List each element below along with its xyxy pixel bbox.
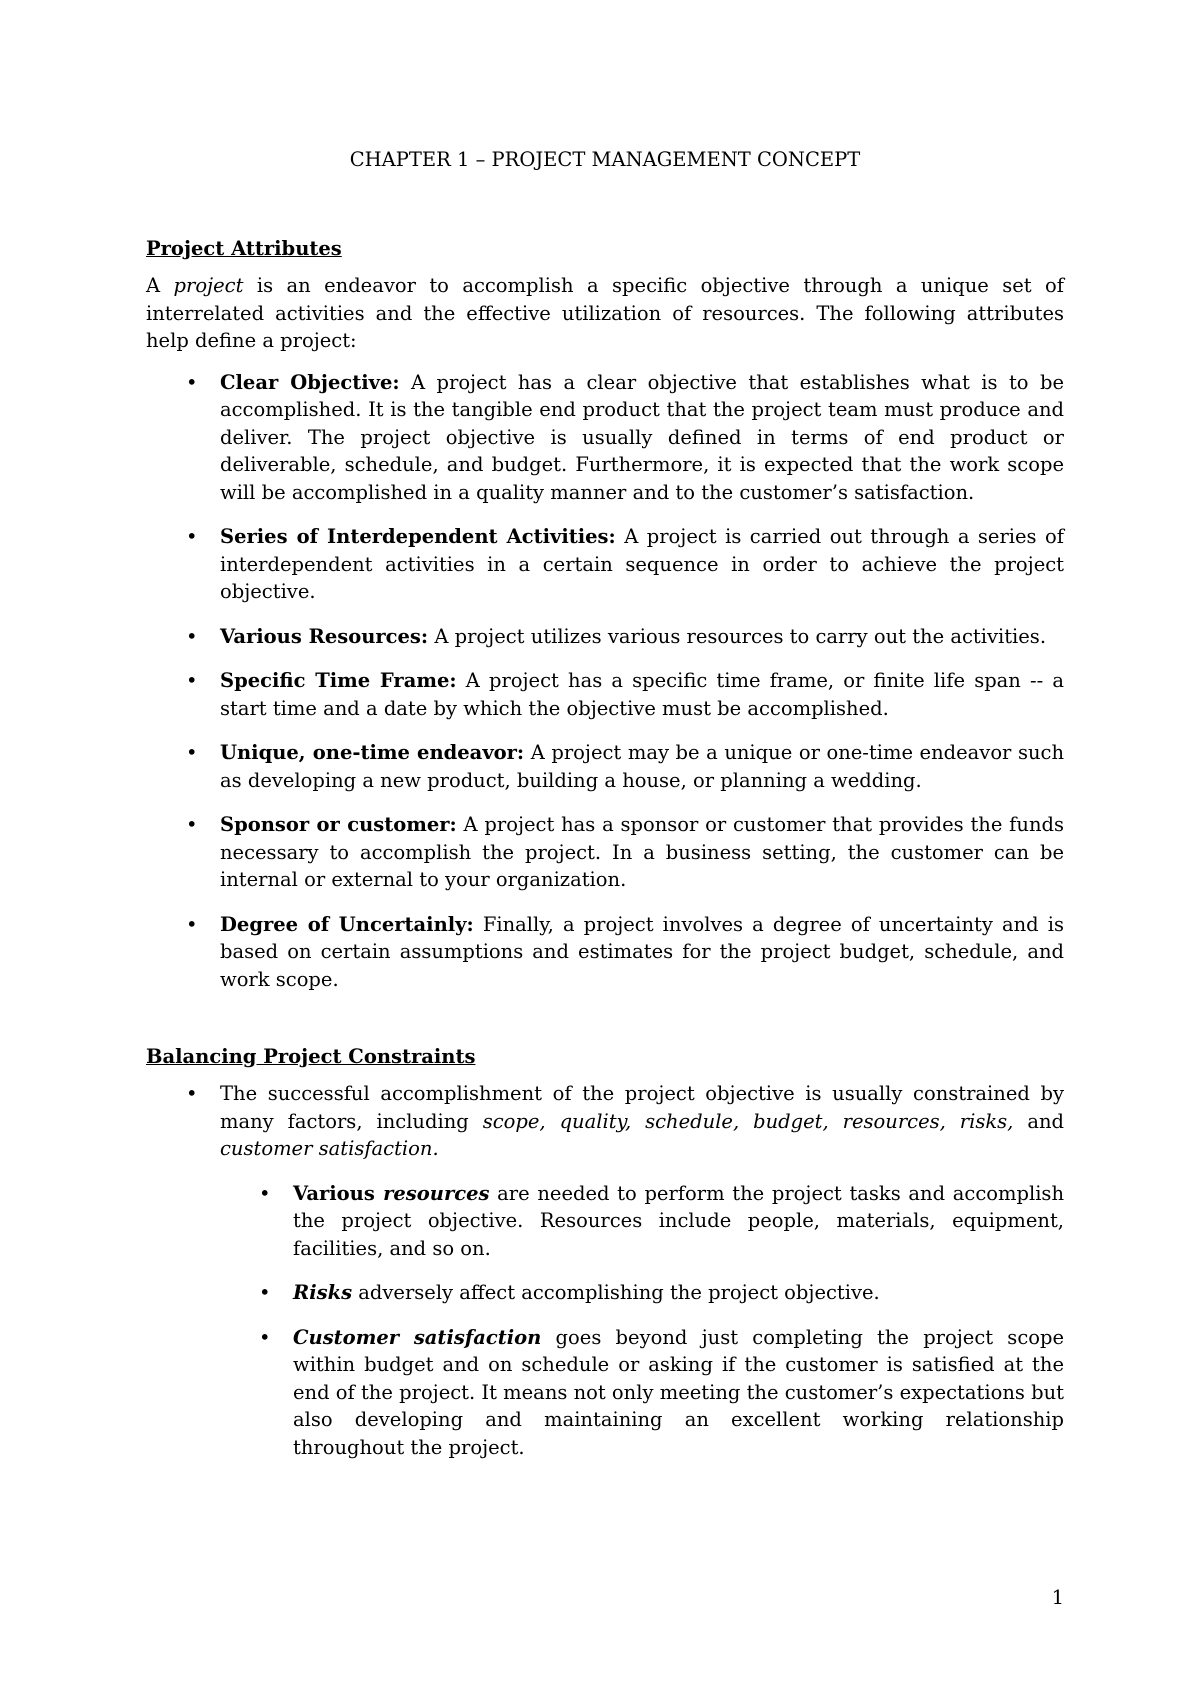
attribute-text: A project utilizes various resources to carry out the activities. xyxy=(428,624,1047,648)
list-item xyxy=(146,811,1064,894)
list-item xyxy=(146,1080,1064,1461)
constraints-text-mid: and xyxy=(1013,1109,1064,1133)
constraints-emphasis: scope, quality, schedule, budget, resources, risks, xyxy=(482,1109,1014,1133)
list-item xyxy=(146,739,1064,794)
attribute-label: Degree of Uncertainly: xyxy=(220,912,474,936)
subpoint-bold: Various xyxy=(293,1181,384,1205)
attribute-label: Specific Time Frame: xyxy=(220,669,457,692)
list-item xyxy=(146,369,1064,507)
list-item xyxy=(220,1324,1064,1462)
attribute-text: A project has a sponsor or customer that provides the funds necessary to accomplish the project. In a business setting, the customer can be internal or external to your organization. xyxy=(220,813,1065,891)
attribute-text: A project has a specific time frame, or finite life span -- a start time and a date by which the objective must be accomplished. xyxy=(220,669,1064,720)
constraints-text-start: The successful accomplishment of the project objective is usually constrained by many factors, including xyxy=(220,1082,1064,1133)
section-heading-project-attributes: Project Attributes xyxy=(146,237,342,260)
attribute-label: Sponsor or customer: xyxy=(220,813,457,836)
subpoint-term: Customer satisfaction xyxy=(293,1325,542,1349)
list-item xyxy=(146,523,1064,606)
list-item xyxy=(220,1180,1064,1263)
constraints-sublist xyxy=(220,1180,1064,1462)
subpoint-text: adversely affect accomplishing the project objective. xyxy=(352,1281,880,1304)
attribute-label: Series of Interdependent Activities: xyxy=(220,525,616,548)
attribute-label: Unique, one-time endeavor: xyxy=(220,741,525,764)
attribute-text: Finally, a project involves a degree of uncertainty and is based on certain assumptions and estimates for the project budget, schedule, and work scope. xyxy=(220,912,1065,991)
page-content xyxy=(146,146,1064,1478)
chapter-title: CHAPTER 1 – PROJECT MANAGEMENT CONCEPT xyxy=(349,148,861,171)
subpoint-term: resources xyxy=(383,1181,490,1205)
subpoint-term: Risks xyxy=(293,1281,353,1304)
list-item xyxy=(146,623,1064,651)
constraints-list xyxy=(146,1080,1064,1461)
subpoint-text: are needed to perform the project tasks and accomplish the project objective. Resources include people, materials, equipment, facilities, and so on. xyxy=(293,1181,1064,1260)
page-number: 1 xyxy=(1051,1586,1064,1609)
intro-paragraph xyxy=(146,272,1064,355)
list-item xyxy=(146,667,1064,722)
intro-emphasis: project xyxy=(173,274,244,297)
intro-text-end: is an endeavor to accomplish a specific objective through a unique set of interrelated activities and the effective utilization of resources. The following attributes help define a project: xyxy=(146,274,1064,352)
attribute-text: A project has a clear objective that establishes what is to be accomplished. It is the tangible end product that the project team must produce and deliver. The project objective is usually defined in terms of end product or deliverable, schedule, and budget. Furthermore, it is expected that the work scope will be accomplished in a quality manner and to the customer’s satisfaction. xyxy=(220,370,1064,504)
constraints-emphasis-2: customer satisfaction. xyxy=(220,1137,439,1160)
attribute-text: A project is carried out through a series of interdependent activities in a certain sequence in order to achieve the project objective. xyxy=(220,525,1064,603)
list-item xyxy=(146,911,1064,994)
list-item xyxy=(220,1279,1064,1307)
attribute-text: A project may be a unique or one-time endeavor such as developing a new product, building a house, or planning a wedding. xyxy=(220,741,1065,792)
intro-text-start: A xyxy=(146,274,174,297)
attribute-list xyxy=(146,369,1064,994)
section-heading-balancing-constraints: Balancing Project Constraints xyxy=(146,1045,476,1068)
attribute-label: Clear Objective: xyxy=(220,370,400,394)
attribute-label: Various Resources: xyxy=(220,624,429,648)
subpoint-text: goes beyond just completing the project scope within budget and on schedule or asking if the customer is satisfied at the end of the project. It means not only meeting the customer’s expectations but also developing and maintaining an excellent working relationship throughout the project. xyxy=(293,1325,1065,1459)
